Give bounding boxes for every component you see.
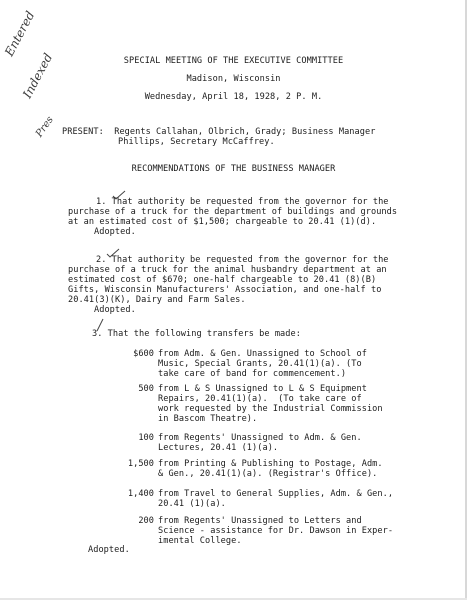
transfer-6-line-1: from Regents' Unassigned to Letters and — [158, 516, 362, 526]
transfer-5-amount: 1,400 — [127, 489, 154, 499]
item-1-line-3: at an estimated cost of $1,500; chargeable to 20.41 (1)(d). — [68, 217, 377, 227]
item-2-line-4: Gifts, Wisconsin Manufacturers' Association, and one-half to — [68, 285, 382, 295]
transfer-2-line-2: Repairs, 20.41(1)(a). (To take care of — [158, 394, 362, 404]
transfer-1-amount: $600 — [133, 349, 154, 359]
handwritten-note-indexed: Indexed — [20, 50, 56, 101]
transfer-1-line-2: Music, Special Grants, 20.41(1)(a). (To — [158, 359, 362, 369]
transfer-5-line-1: from Travel to General Supplies, Adm. & Gen., — [158, 489, 394, 499]
section-heading: RECOMMENDATIONS OF THE BUSINESS MANAGER — [131, 164, 336, 174]
meeting-date: Wednesday, April 18, 1928, 2 P. M. — [144, 92, 323, 102]
transfer-4-amount: 1,500 — [127, 459, 154, 469]
item-1-line-2: purchase of a truck for the department of buildings and grounds — [68, 207, 398, 217]
present-line-1: PRESENT: Regents Callahan, Olbrich, Grady; Business Manager — [62, 127, 376, 137]
transfer-2-line-4: in Bascom Theatre). — [158, 414, 258, 424]
closing-adopted: Adopted. — [88, 545, 130, 555]
item-2-adopted: Adopted. — [94, 305, 136, 315]
transfer-6-line-3: imental College. — [158, 536, 242, 546]
item-2-line-2: purchase of a truck for the animal husbandry department at an — [68, 265, 387, 275]
meeting-title: SPECIAL MEETING OF THE EXECUTIVE COMMITTEE — [123, 56, 344, 66]
transfer-6-amount: 200 — [138, 516, 154, 526]
item-2-line-1: 2. That authority be requested from the governor for the — [96, 255, 389, 265]
item-1-adopted: Adopted. — [94, 227, 136, 237]
transfer-4-line-2: & Gen., 20.41(1)(a). (Registrar's Office). — [158, 469, 378, 479]
item-2-line-3: estimated cost of $670; one-half chargeable to 20.41 (8)(B) — [68, 275, 377, 285]
transfer-1-line-3: take care of band for commencement.) — [158, 369, 347, 379]
handwritten-note-pres: Pres — [34, 114, 56, 140]
item-1-line-1: 1. That authority be requested from the governor for the — [96, 197, 389, 207]
transfer-3-amount: 100 — [138, 433, 154, 443]
meeting-location: Madison, Wisconsin — [186, 74, 281, 84]
transfer-2-line-3: work requested by the Industrial Commission — [158, 404, 383, 414]
present-line-2: Phillips, Secretary McCaffrey. — [118, 137, 275, 147]
transfer-3-line-2: Lectures, 20.41 (1)(a). — [158, 443, 279, 453]
item-2-line-5: 20.41(3)(K), Dairy and Farm Sales. — [68, 295, 246, 305]
transfer-1-line-1: from Adm. & Gen. Unassigned to School of — [158, 349, 367, 359]
transfer-2-amount: 500 — [138, 384, 154, 394]
handwritten-note-entered: Entered — [2, 8, 38, 59]
transfer-3-line-1: from Regents' Unassigned to Adm. & Gen. — [158, 433, 362, 443]
transfer-5-line-2: 20.41 (1)(a). — [158, 499, 226, 509]
transfer-6-line-2: Science - assistance for Dr. Dawson in Exper- — [158, 526, 394, 536]
transfer-2-line-1: from L & S Unassigned to L & S Equipment — [158, 384, 367, 394]
transfer-4-line-1: from Printing & Publishing to Postage, Adm. — [158, 459, 383, 469]
item-3-line-1: 3. That the following transfers be made: — [92, 329, 301, 339]
